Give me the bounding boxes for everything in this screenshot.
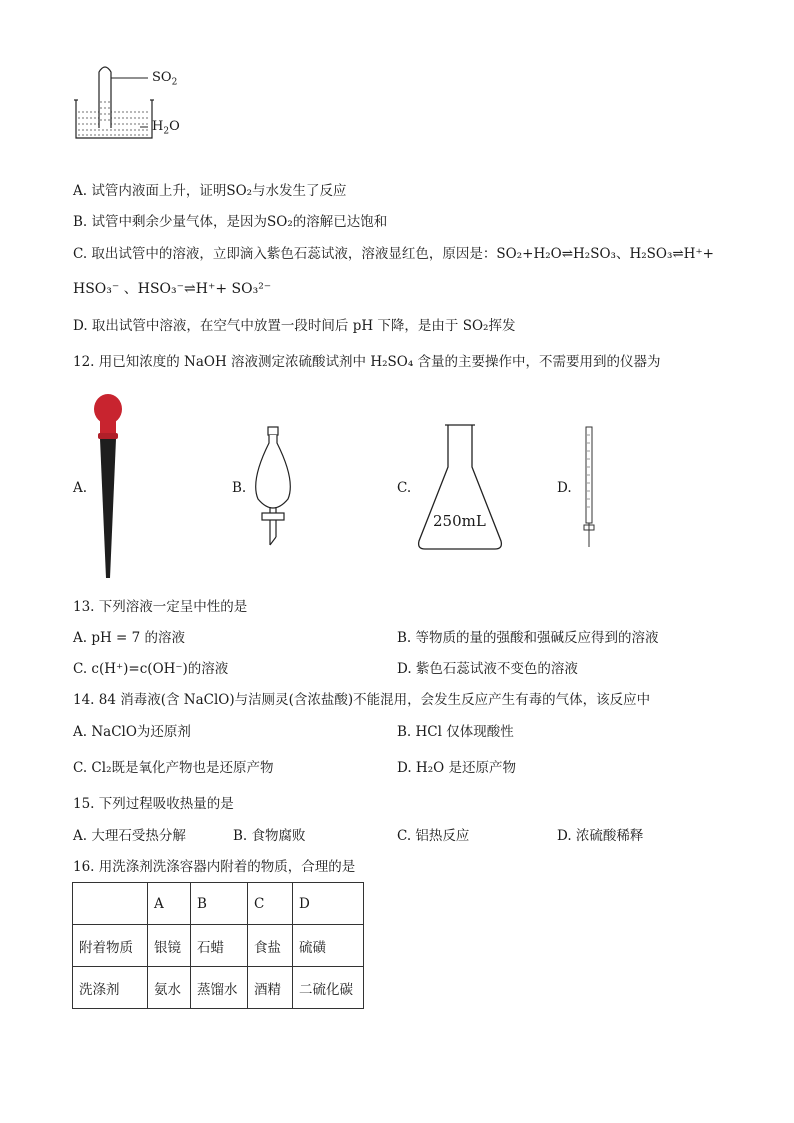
dropper-icon <box>88 393 128 583</box>
q11-option-c-line1: C. 取出试管中的溶液，立即滴入紫色石蕊试液，溶液显红色，原因是：SO₂+H₂O⇌H₂SO₃、H₂SO₃⇌H⁺+ <box>73 246 714 262</box>
flask-volume-label: 250mL <box>433 512 486 530</box>
q16-table <box>72 882 364 1009</box>
table-cell: 二硫化碳 <box>293 967 364 1009</box>
q12-option-d-label: D. <box>557 480 572 496</box>
q14-option-c: C. Cl₂既是氧化产物也是还原产物 <box>73 760 274 776</box>
table-cell: 硫磺 <box>293 925 364 967</box>
q15-option-d: D. 浓硫酸稀释 <box>557 828 644 844</box>
q14-option-b: B. HCl 仅体现酸性 <box>397 724 514 740</box>
q15-stem: 15. 下列过程吸收热量的是 <box>73 796 234 812</box>
table-cell: 酒精 <box>248 967 293 1009</box>
q12-option-c-label: C. <box>397 480 412 496</box>
q11-option-c-line2: HSO₃⁻ 、HSO₃⁻⇌H⁺+ SO₃²⁻ <box>73 281 272 297</box>
q12-option-b-label: B. <box>232 480 247 496</box>
q14-option-a: A. NaClO为还原剂 <box>73 724 191 740</box>
q11-option-d: D. 取出试管中溶液，在空气中放置一段时间后 pH 下降，是由于 SO₂挥发 <box>73 318 516 334</box>
table-cell: 食盐 <box>248 925 293 967</box>
q13-option-b: B. 等物质的量的强酸和强碱反应得到的溶液 <box>397 630 659 646</box>
q14-option-d: D. H₂O 是还原产物 <box>397 760 516 776</box>
table-cell: 石蜡 <box>191 925 248 967</box>
so2-label: $SO_2$ <box>152 70 178 88</box>
q11-option-a: A. 试管内液面上升，证明SO₂与水发生了反应 <box>73 183 347 199</box>
table-cell: C <box>248 883 293 925</box>
q13-option-d: D. 紫色石蕊试液不变色的溶液 <box>397 661 578 677</box>
table-cell: 蒸馏水 <box>191 967 248 1009</box>
conical-flask-icon <box>415 423 505 553</box>
q12-stem: 12. 用已知浓度的 NaOH 溶液测定浓硫酸试剂中 H₂SO₄ 含量的主要操作中，不需要用到的仪器为 <box>73 354 661 370</box>
table-row <box>73 925 364 967</box>
table-cell: 附着物质 <box>73 925 148 967</box>
q11-option-b: B. 试管中剩余少量气体，是因为SO₂的溶解已达饱和 <box>73 214 388 230</box>
q13-stem: 13. 下列溶液一定呈中性的是 <box>73 599 248 615</box>
table-cell: 银镜 <box>148 925 191 967</box>
q15-option-c: C. 铝热反应 <box>397 828 470 844</box>
table-row <box>73 883 364 925</box>
table-row <box>73 967 364 1009</box>
q14-stem: 14. 84 消毒液(含 NaClO)与洁厕灵(含浓盐酸)不能混用，会发生反应产生有毒的气体，该反应中 <box>73 692 651 708</box>
table-cell: 洗涤剂 <box>73 967 148 1009</box>
table-cell: A <box>148 883 191 925</box>
q12-option-a-label: A. <box>73 480 88 496</box>
table-cell <box>73 883 148 925</box>
q16-stem: 16. 用洗涤剂洗涤容器内附着的物质，合理的是 <box>73 859 356 875</box>
separatory-funnel-icon <box>248 425 298 551</box>
q13-option-a: A. pH = 7 的溶液 <box>73 630 186 646</box>
so2-apparatus-drawing <box>70 58 200 143</box>
burette-icon <box>580 425 600 550</box>
table-cell: 氨水 <box>148 967 191 1009</box>
so2-water-figure <box>70 58 200 143</box>
table-cell: B <box>191 883 248 925</box>
q15-option-b: B. 食物腐败 <box>233 828 306 844</box>
q15-option-a: A. 大理石受热分解 <box>73 828 186 844</box>
water-label: $H_2O$ <box>152 119 180 137</box>
table-cell: D <box>293 883 364 925</box>
q13-option-c: C. c(H⁺)=c(OH⁻)的溶液 <box>73 661 229 677</box>
